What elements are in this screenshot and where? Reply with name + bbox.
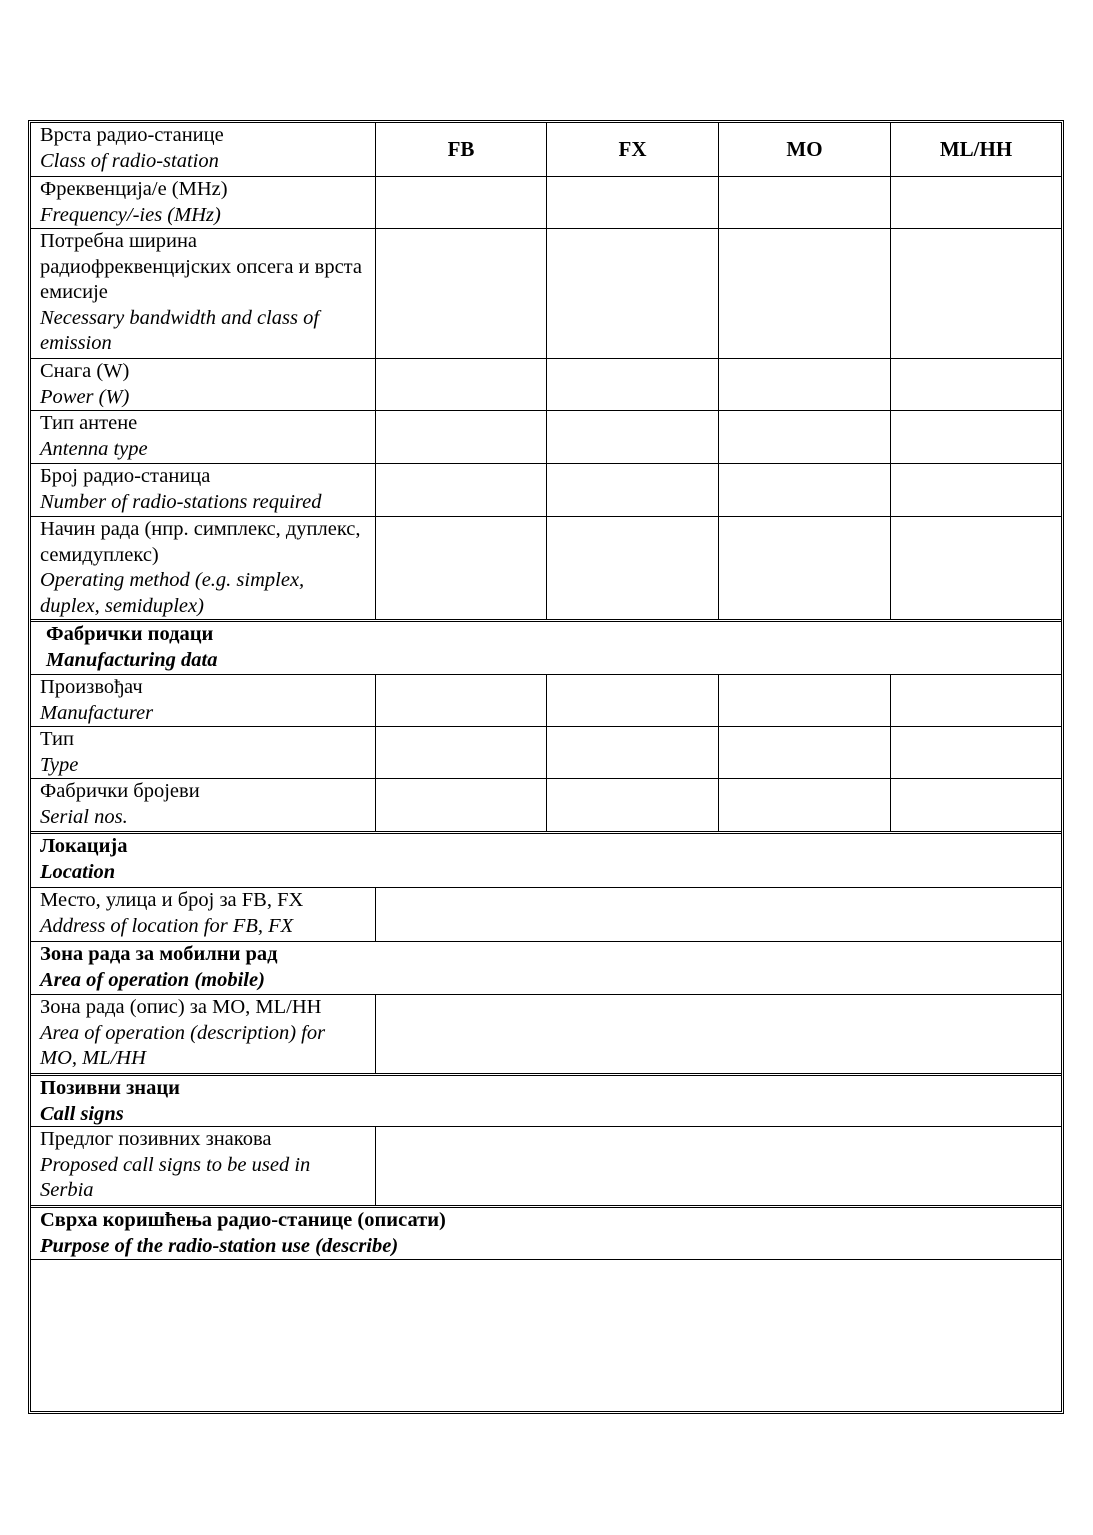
row-area-description (31, 995, 1061, 1076)
row-proposed-callsigns (31, 1127, 1061, 1208)
label-power (31, 359, 376, 410)
section-sr: Фабрички подаци (46, 623, 214, 645)
section-en: Area of operation (mobile) (40, 968, 265, 991)
input-method-fx[interactable] (547, 517, 719, 619)
input-type-mo[interactable] (719, 727, 891, 778)
column-header-mo: MO (719, 123, 891, 176)
label-en: Address of location for FB, FX (40, 914, 294, 937)
label-sr: Врста радио-станице (40, 124, 224, 146)
input-frequency-fx[interactable] (547, 177, 719, 228)
input-power-fx[interactable] (547, 359, 719, 410)
input-manufacturer-mo[interactable] (719, 675, 891, 726)
label-frequency (31, 177, 376, 228)
input-type-ml-hh[interactable] (891, 727, 1061, 778)
label-sr: Произвођач (40, 676, 143, 698)
label-type (31, 727, 376, 778)
input-antenna-fb[interactable] (376, 411, 547, 463)
row-type (31, 727, 1061, 779)
section-en: Call signs (40, 1102, 124, 1125)
label-sr: Број радио-станица (40, 465, 211, 487)
input-method-ml-hh[interactable] (891, 517, 1061, 619)
row-antenna (31, 411, 1061, 464)
row-serial (31, 779, 1061, 834)
row-frequency (31, 177, 1061, 229)
section-purpose (31, 1208, 1061, 1260)
input-count-fx[interactable] (547, 464, 719, 516)
input-address[interactable] (376, 888, 1061, 941)
label-proposed-callsigns (31, 1127, 376, 1205)
label-area-description (31, 995, 376, 1073)
input-power-mo[interactable] (719, 359, 891, 410)
input-area-description[interactable] (376, 995, 1061, 1073)
label-sr: Тип антене (40, 412, 138, 434)
section-sr: Сврха коришћења радио-станице (описати) (40, 1209, 446, 1231)
input-bandwidth-fx[interactable] (547, 229, 719, 358)
row-manufacturer (31, 675, 1061, 727)
label-sr: Снага (W) (40, 360, 130, 382)
section-area-title (31, 942, 1061, 994)
label-sr: Начин рада (нпр. симплекс, дуплекс, семидуплекс) (40, 518, 361, 566)
header-row (31, 123, 1061, 177)
input-bandwidth-fb[interactable] (376, 229, 547, 358)
label-en: Manufacturer (40, 701, 154, 724)
label-sr: Тип (40, 728, 74, 750)
section-purpose-title (31, 1208, 1061, 1259)
label-manufacturer (31, 675, 376, 726)
row-count (31, 464, 1061, 517)
column-header-fb: FB (376, 123, 547, 176)
label-en: Type (40, 753, 79, 776)
section-sr: Позивни знаци (40, 1077, 180, 1099)
input-bandwidth-ml-hh[interactable] (891, 229, 1061, 358)
input-manufacturer-fx[interactable] (547, 675, 719, 726)
input-count-fb[interactable] (376, 464, 547, 516)
label-en: Proposed call signs to be used in Serbia (40, 1153, 311, 1202)
label-count (31, 464, 376, 516)
input-power-ml-hh[interactable] (891, 359, 1061, 410)
input-proposed-callsigns[interactable] (376, 1127, 1061, 1205)
label-sr: Предлог позивних знакова (40, 1128, 272, 1150)
input-method-fb[interactable] (376, 517, 547, 619)
label-en: Operating method (e.g. simplex, duplex, semiduplex) (40, 569, 305, 617)
input-serial-fb[interactable] (376, 779, 547, 831)
label-bandwidth (31, 229, 376, 358)
label-address (31, 888, 376, 941)
label-sr: Потребна ширина радиофреквенцијских опсега и врста емисије (40, 230, 362, 304)
label-method (31, 517, 376, 619)
input-antenna-mo[interactable] (719, 411, 891, 463)
input-type-fx[interactable] (547, 727, 719, 778)
section-manufacturing (31, 622, 1061, 675)
section-en: Location (40, 860, 116, 883)
radio-station-form (28, 120, 1064, 1414)
section-sr: Локација (40, 835, 128, 857)
input-antenna-fx[interactable] (547, 411, 719, 463)
label-sr: Место, улица и број за FB, FX (40, 889, 304, 911)
label-en: Area of operation (description) for MO, ML/HH (40, 1021, 326, 1070)
input-power-fb[interactable] (376, 359, 547, 410)
label-en: Serial nos. (40, 805, 128, 828)
label-en: Class of radio-station (40, 149, 219, 172)
label-en: Number of radio-stations required (40, 490, 322, 513)
section-callsigns-title (31, 1076, 1061, 1126)
row-bandwidth (31, 229, 1061, 359)
column-header-fx: FX (547, 123, 719, 176)
input-frequency-fb[interactable] (376, 177, 547, 228)
input-count-mo[interactable] (719, 464, 891, 516)
section-en: Manufacturing data (46, 648, 218, 671)
input-count-ml-hh[interactable] (891, 464, 1061, 516)
input-antenna-ml-hh[interactable] (891, 411, 1061, 463)
label-sr: Фабрички бројеви (40, 780, 200, 802)
input-serial-mo[interactable] (719, 779, 891, 831)
section-area (31, 942, 1061, 995)
input-type-fb[interactable] (376, 727, 547, 778)
label-en: Frequency/-ies (MHz) (40, 203, 221, 226)
label-sr: Зона рада (опис) за MO, ML/HH (40, 996, 322, 1018)
input-serial-fx[interactable] (547, 779, 719, 831)
input-frequency-mo[interactable] (719, 177, 891, 228)
label-en: Necessary bandwidth and class of emission (40, 306, 320, 355)
input-bandwidth-mo[interactable] (719, 229, 891, 358)
input-method-mo[interactable] (719, 517, 891, 619)
input-serial-ml-hh[interactable] (891, 779, 1061, 831)
label-sr: Фреквенција/е (MHz) (40, 178, 228, 200)
input-frequency-ml-hh[interactable] (891, 177, 1061, 228)
section-location (31, 834, 1061, 888)
section-en: Purpose of the radio-station use (describe) (40, 1234, 399, 1257)
row-address (31, 888, 1061, 942)
input-manufacturer-fb[interactable] (376, 675, 547, 726)
column-header-ml-hh: ML/HH (939, 137, 1013, 161)
label-class (31, 123, 376, 176)
label-en: Power (W) (40, 385, 130, 408)
section-callsigns (31, 1076, 1061, 1127)
label-serial (31, 779, 376, 831)
row-method (31, 517, 1061, 622)
input-manufacturer-ml-hh[interactable] (891, 675, 1061, 726)
purpose-text-area[interactable] (31, 1260, 1061, 1411)
section-manufacturing-title (31, 622, 1061, 674)
label-antenna (31, 411, 376, 463)
section-sr: Зона рада за мобилни рад (40, 943, 278, 965)
section-location-title (31, 834, 1061, 887)
row-power (31, 359, 1061, 411)
label-en: Antenna type (40, 437, 148, 460)
